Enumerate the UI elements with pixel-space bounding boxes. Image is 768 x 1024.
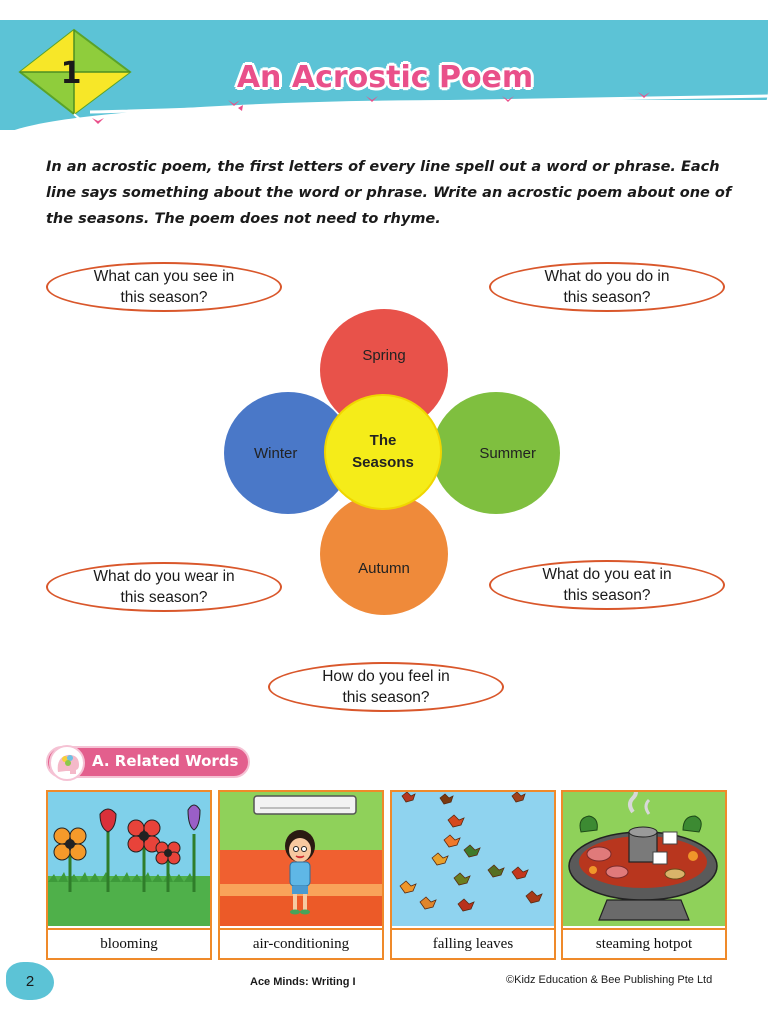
question-feel-line1: How do you feel in (322, 668, 450, 685)
section-label: A. Related Words (92, 752, 239, 770)
petal-winter-label: Winter (254, 444, 298, 462)
flower-center-line1: The (369, 432, 397, 449)
question-eat-line1: What do you eat in (542, 566, 672, 583)
question-wear-line2: this season? (120, 589, 208, 606)
question-see-line2: this season? (120, 289, 208, 306)
card-falling-leaves-label: falling leaves (392, 928, 554, 958)
page-title: An Acrostic Poem (236, 60, 534, 95)
question-eat-line2: this season? (563, 587, 651, 604)
instructions-text: In an acrostic poem, the first letters of every line spell out a word or phrase. Each line says something about the word or phrase. Write an acrostic poem about one of the seasons. The poem does not need to rhyme. (46, 159, 732, 227)
question-do (489, 262, 725, 312)
question-feel (268, 662, 504, 712)
petal-autumn-label: Autumn (358, 560, 410, 577)
page-number-badge (6, 962, 54, 1000)
question-wear (46, 562, 282, 612)
head-brain-icon (48, 744, 86, 782)
question-do-line2: this season? (563, 289, 651, 306)
question-see (46, 262, 282, 312)
question-wear-line1: What do you wear in (93, 568, 235, 585)
petal-summer-label: Summer (479, 444, 536, 462)
lesson-number: 1 (60, 56, 82, 91)
question-eat (489, 560, 725, 610)
falling-leaves-picture (392, 792, 554, 926)
petal-autumn (320, 493, 448, 615)
card-steaming-hotpot (561, 790, 727, 960)
footer-book-title: Ace Minds: Writing I (250, 976, 356, 988)
footer-copyright: ©Kidz Education & Bee Publishing Pte Ltd (506, 974, 713, 986)
card-falling-leaves (390, 790, 556, 960)
question-feel-line2: this season? (342, 689, 430, 706)
card-air-conditioning (218, 790, 384, 960)
page-number: 2 (25, 972, 35, 990)
question-do-line1: What do you do in (544, 268, 670, 285)
card-air-conditioning-label: air-conditioning (220, 928, 382, 958)
question-see-line1: What can you see in (93, 268, 235, 285)
flower-center (324, 394, 442, 510)
girl-air-conditioner-picture (220, 792, 382, 926)
petal-summer (432, 392, 560, 514)
card-blooming-label: blooming (48, 928, 210, 958)
card-blooming (46, 790, 212, 960)
card-steaming-hotpot-label: steaming hotpot (563, 928, 725, 958)
hotpot-picture (563, 792, 725, 926)
petal-spring-label: Spring (362, 347, 406, 364)
flower-center-line2: Seasons (352, 454, 414, 471)
flowers-picture (48, 792, 210, 926)
